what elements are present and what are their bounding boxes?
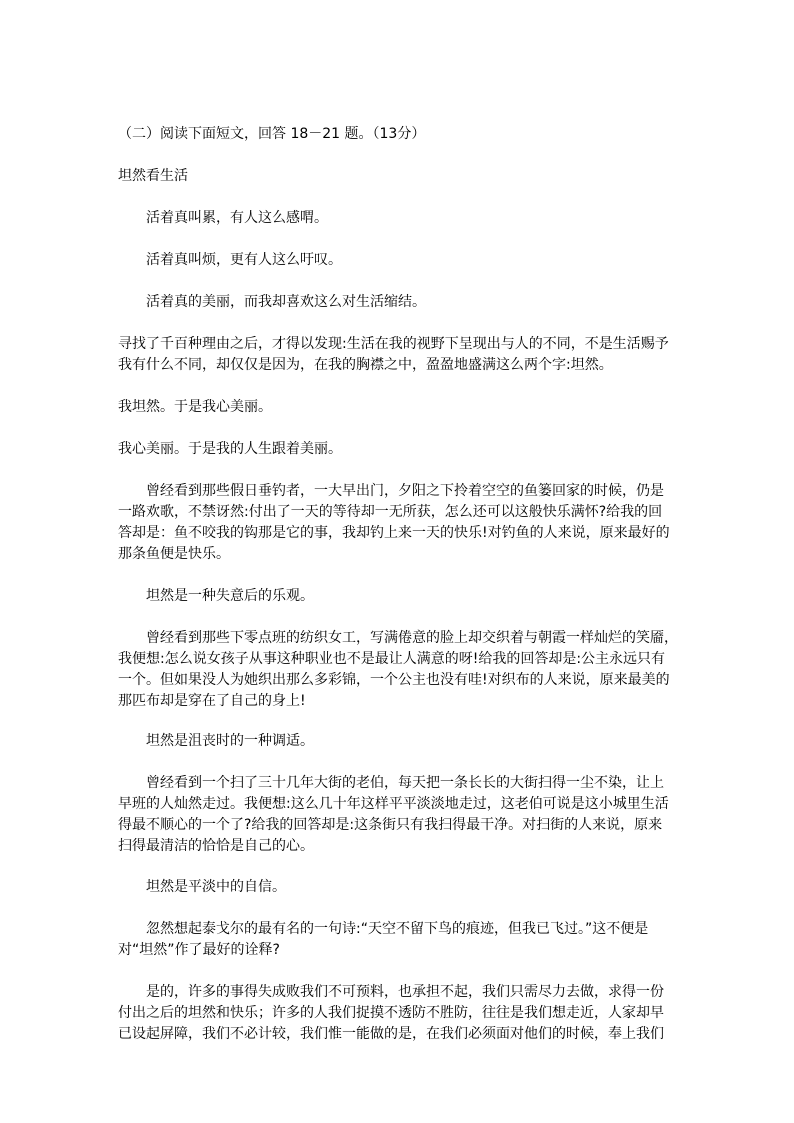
paragraph-1: 活着真叫累，有人这么感喟。 [146, 210, 328, 226]
paragraph-3: 活着真的美丽，而我却喜欢这么对生活缩结。 [146, 294, 426, 310]
paragraph-9: 曾经看到那些下零点班的纺织女工，写满倦意的脸上却交织着与朝霞一样灿烂的笑靥， 我便想:怎么说女孩子从事这种职业也不是最让人满意的呀!给我的回答却是:公主永远只有 一个。但如果没人为她织出那么多彩锦，一个公主也没有哇!对织布的人来说，原来最美的 那匹布却是穿在了自己的身上! [118, 630, 678, 709]
article-title: 坦然看生活 [118, 168, 188, 184]
paragraph-11: 曾经看到一个扫了三十几年大街的老伯，每天把一条长长的大街扫得一尘不染，让上 早班的人灿然走过。我便想:这么几十年这样平平淡淡地走过，这老伯可说是这小城里生活 得最不顺心的一个了?给我的回答却是:这条街只有我扫得最干净。对扫街的人来说，原来 扫得最清洁的恰恰是自己的心。 [118, 775, 669, 854]
paragraph-8: 坦然是一种失意后的乐观。 [146, 588, 314, 604]
paragraph-14: 是的，许多的事得失成败我们不可预料，也承担不起，我们只需尽力去做，求得一份 付出之后的坦然和快乐；许多的人我们捉摸不透防不胜防，往往是我们想走近，人家却早 已设起屏障，我们不必计较，我们惟一能做的是，在我们必须面对他们的时候，奉上我们 [118, 984, 664, 1042]
paragraph-2: 活着真叫烦，更有人这么吁叹。 [146, 252, 342, 268]
paragraph-6: 我心美丽。于是我的人生跟着美丽。 [118, 441, 342, 457]
paragraph-10: 坦然是沮丧时的一种调适。 [146, 733, 314, 749]
paragraph-7: 曾经看到那些假日垂钓者，一大早出门，夕阳之下拎着空空的鱼篓回家的时候，仍是 一路欢歌，不禁讶然:付出了一天的等待却一无所获，怎么还可以这般快乐满怀?给我的回 答却是：鱼不咬我的钩那是它的事，我却钓上来一天的快乐!对钓鱼的人来说，原来最好的 那条鱼便是快乐。 [118, 483, 670, 562]
paragraph-13: 忽然想起泰戈尔的最有名的一句诗:“天空不留下鸟的痕迹，但我已飞过。”这不便是 对“坦然”作了最好的诠释? [118, 921, 649, 958]
section-heading: （二）阅读下面短文，回答 18－21 题。（13分） [118, 126, 426, 142]
paragraph-5: 我坦然。于是我心美丽。 [118, 399, 272, 415]
paragraph-12: 坦然是平淡中的自信。 [146, 879, 286, 895]
paragraph-4: 寻找了千百种理由之后，才得以发现:生活在我的视野下呈现出与人的不同，不是生活赐予 我有什么不同，却仅仅是因为，在我的胸襟之中，盈盈地盛满这么两个字:坦然。 [118, 336, 669, 373]
